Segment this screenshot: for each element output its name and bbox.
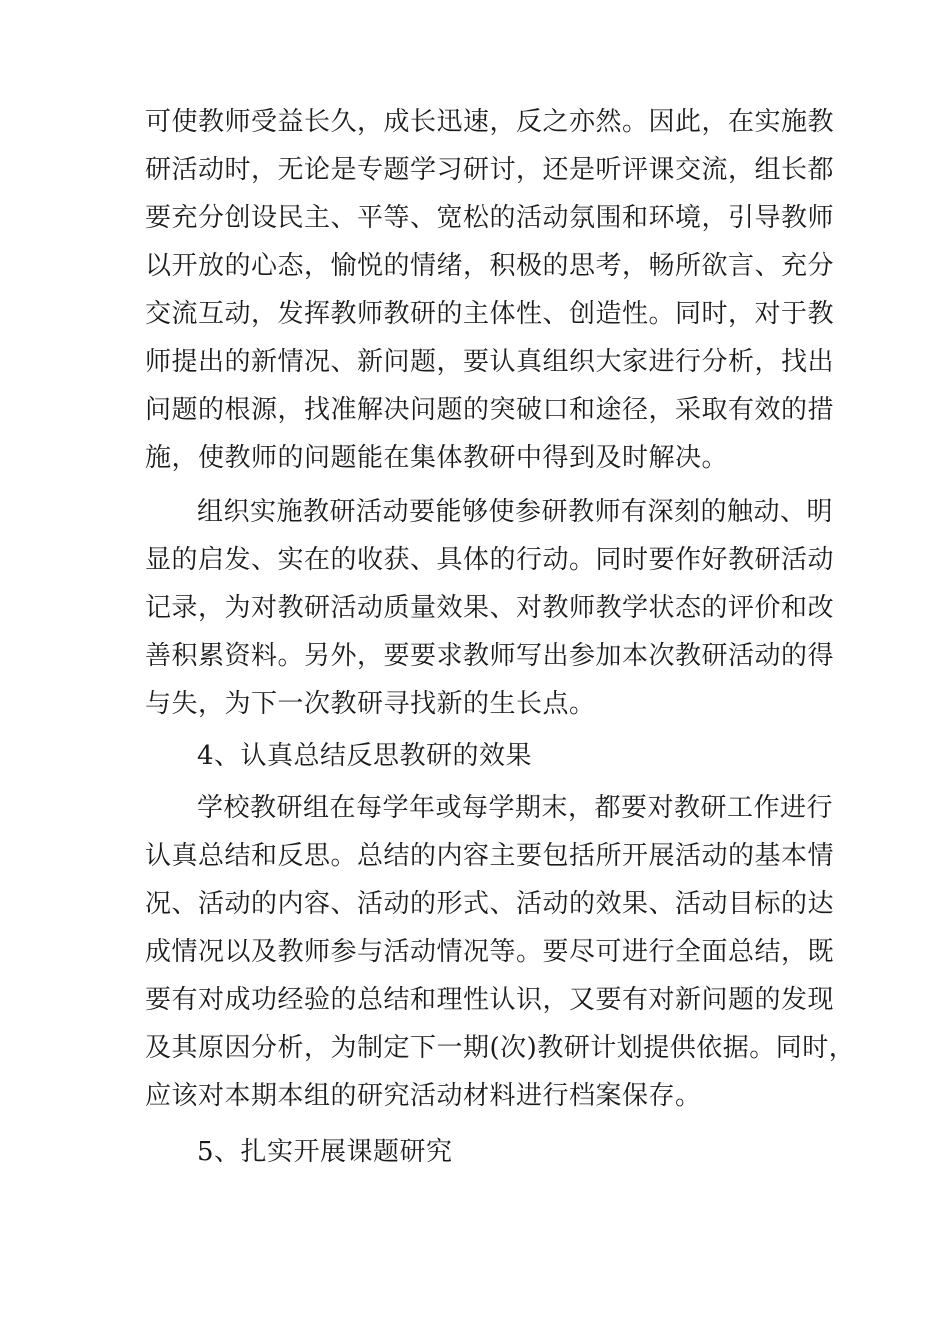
text-line: 要充分创设民主、平等、宽松的活动氛围和环境，引导教师: [145, 203, 835, 233]
text-line: 与失，为下一次教研寻找新的生长点。: [145, 689, 596, 719]
text-line: 善积累资料。另外，要要求教师写出参加本次教研活动的得: [145, 641, 835, 671]
text-line: 研活动时，无论是专题学习研讨，还是听评课交流，组长都: [145, 155, 835, 185]
text-line: 交流互动，发挥教师教研的主体性、创造性。同时，对于教: [145, 299, 835, 329]
text-line: 学校教研组在每学年或每学期末，都要对教研工作进行: [197, 793, 834, 823]
document-body: [145, 98, 856, 1176]
text-line: 显的启发、实在的收获、具体的行动。同时要作好教研活动: [145, 545, 835, 575]
text-line: 应该对本期本组的研究活动材料进行档案保存。: [145, 1081, 702, 1111]
text-line: 要有对成功经验的总结和理性认识，又要有对新问题的发现: [145, 985, 835, 1015]
paragraph-summary: [145, 784, 856, 1120]
section-heading-5: [145, 1128, 810, 1176]
section-heading: 4、认真总结反思教研的效果: [197, 741, 533, 771]
text-line: 施，使教师的问题能在集体教研中得到及时解决。: [145, 443, 729, 473]
text-line: 可使教师受益长久，成长迅速，反之亦然。因此，在实施教: [145, 107, 835, 137]
section-heading: 5、扎实开展课题研究: [197, 1137, 453, 1167]
paragraph-organize: [145, 488, 835, 728]
text-line: 况、活动的内容、活动的形式、活动的效果、活动目标的达: [145, 889, 835, 919]
text-line: 问题的根源，找准解决问题的突破口和途径，采取有效的措: [145, 395, 835, 425]
text-line: 认真总结和反思。总结的内容主要包括所开展活动的基本情: [145, 841, 835, 871]
text-line: 师提出的新情况、新问题，要认真组织大家进行分析，找出: [145, 347, 835, 377]
text-line: 成情况以及教师参与活动情况等。要尽可进行全面总结，既: [145, 937, 835, 967]
paragraph-continued: [145, 98, 835, 482]
section-heading-4: [145, 732, 810, 780]
text-line: 以开放的心态，愉悦的情绪，积极的思考，畅所欲言、充分: [145, 251, 835, 281]
text-line: 记录，为对教研活动质量效果、对教师教学状态的评价和改: [145, 593, 835, 623]
text-line: 组织实施教研活动要能够使参研教师有深刻的触动、明: [197, 497, 834, 527]
text-line: 及其原因分析，为制定下一期(次)教研计划提供依据。同时，: [145, 1033, 856, 1063]
